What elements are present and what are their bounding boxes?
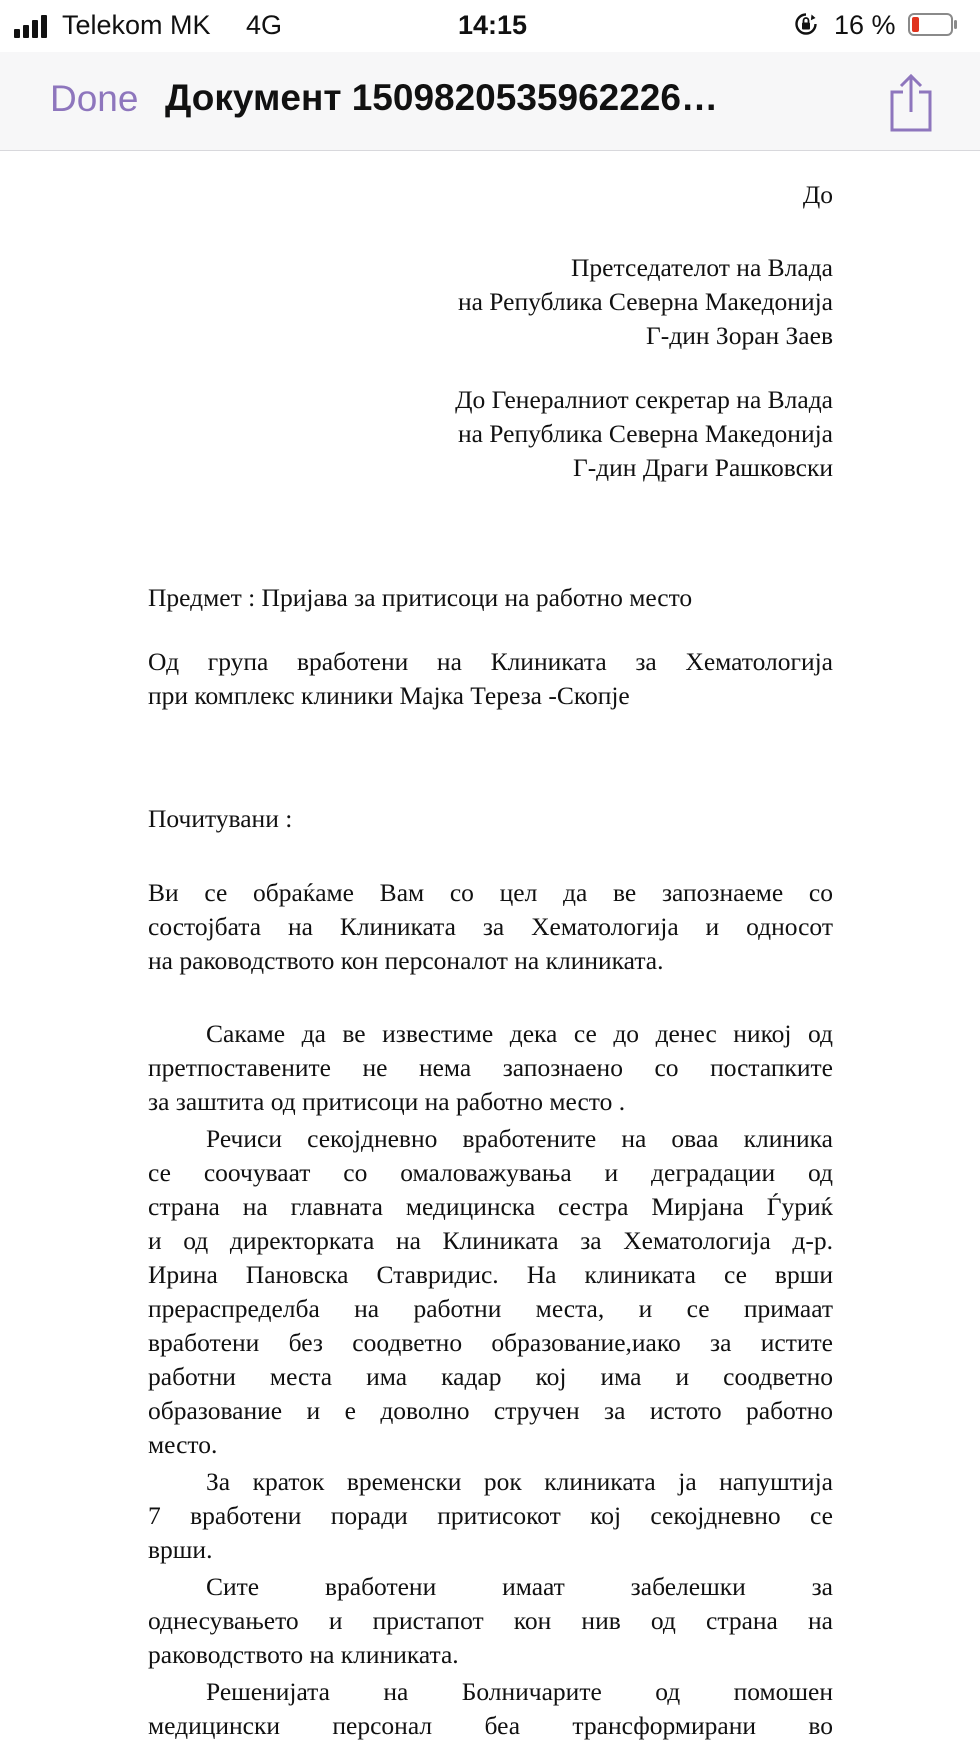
body-line: врши. bbox=[148, 1535, 213, 1564]
body-line: 7 вработени поради притисокот кој секојдневно се bbox=[148, 1501, 833, 1530]
addressee-label: До bbox=[802, 180, 833, 209]
body-line: медицински персонал беа трансформирани во bbox=[148, 1711, 833, 1740]
body-line: место. bbox=[148, 1430, 218, 1459]
greeting: Почитувани : bbox=[148, 804, 293, 833]
body-line: Ви се обраќаме Вам со цел да ве запознаеме со bbox=[148, 878, 833, 907]
document-title: Документ 1509820535962226… bbox=[165, 77, 718, 118]
share-icon[interactable] bbox=[884, 66, 938, 138]
body-line: раководството на клиниката. bbox=[148, 1640, 459, 1669]
body-line: однесувањето и пристапот кон нив од страна на bbox=[148, 1606, 833, 1635]
body-line: за заштита од притисоци на работно место . bbox=[148, 1087, 626, 1116]
body-line: прераспределба на работни места, и се примаат bbox=[148, 1294, 833, 1323]
clock: 14:15 bbox=[458, 10, 528, 40]
recipient-line: Г-дин Зоран Заев bbox=[646, 321, 833, 350]
recipient-line: Г-дин Драги Рашковски bbox=[572, 453, 833, 482]
document-page bbox=[0, 151, 980, 1747]
body-line: претпоставените не нема запознаено со постапките bbox=[148, 1053, 833, 1082]
body-line: и од директорката на Клиниката за Хематологија д-р. bbox=[148, 1226, 833, 1255]
body-line: Сите вработени имаат забелешки за bbox=[206, 1572, 833, 1601]
carrier-name: Telekom MK bbox=[62, 10, 211, 40]
signal-icon bbox=[14, 14, 54, 38]
body-line: Сакаме да ве известиме дека се до денес никој од bbox=[206, 1019, 833, 1048]
body-line: Решенијата на Болничарите од помошен bbox=[206, 1677, 833, 1706]
battery-percentage: 16 % bbox=[834, 10, 896, 40]
recipient-line: До Генералниот секретар на Влада bbox=[455, 385, 833, 414]
body-line: страна на главната медицинска сестра Мирјана Ѓуриќ bbox=[148, 1192, 833, 1221]
status-bar bbox=[0, 0, 980, 52]
recipient-line: на Република Северна Македонија bbox=[457, 419, 833, 448]
body-line: За краток временски рок клиниката ја напуштија bbox=[206, 1467, 833, 1496]
recipient-line: Претседателот на Влада bbox=[571, 253, 833, 282]
network-type: 4G bbox=[246, 10, 283, 40]
navigation-bar bbox=[0, 52, 980, 151]
recipient-line: на Република Северна Македонија bbox=[457, 287, 833, 316]
battery-icon bbox=[908, 13, 958, 36]
done-button[interactable]: Done bbox=[50, 78, 139, 119]
sender-line: при комплекс клиники Мајка Тереза -Скопје bbox=[148, 681, 630, 710]
body-line: Ирина Пановска Ставридис. На клиниката се врши bbox=[148, 1260, 833, 1289]
body-line: се соочуваат со омаловажувања и деградации од bbox=[148, 1158, 833, 1187]
sender-line: Од група вработени на Клиниката за Хематологија bbox=[148, 647, 833, 676]
body-line: вработени без соодветно образование,иако за истите bbox=[148, 1328, 833, 1357]
body-line: на раководството кон персоналот на клиниката. bbox=[148, 946, 664, 975]
body-line: работни места има кадар кој има и соодветно bbox=[148, 1362, 833, 1391]
body-line: образование и е доволно стручен за истото работно bbox=[148, 1396, 833, 1425]
body-line: Речиси секојдневно вработените на оваа клиника bbox=[206, 1124, 833, 1153]
body-line: состојбата на Клиниката за Хематологија и односот bbox=[148, 912, 833, 941]
orientation-lock-icon bbox=[794, 12, 818, 36]
subject-line: Предмет : Пријава за притисоци на работно место bbox=[148, 583, 693, 612]
